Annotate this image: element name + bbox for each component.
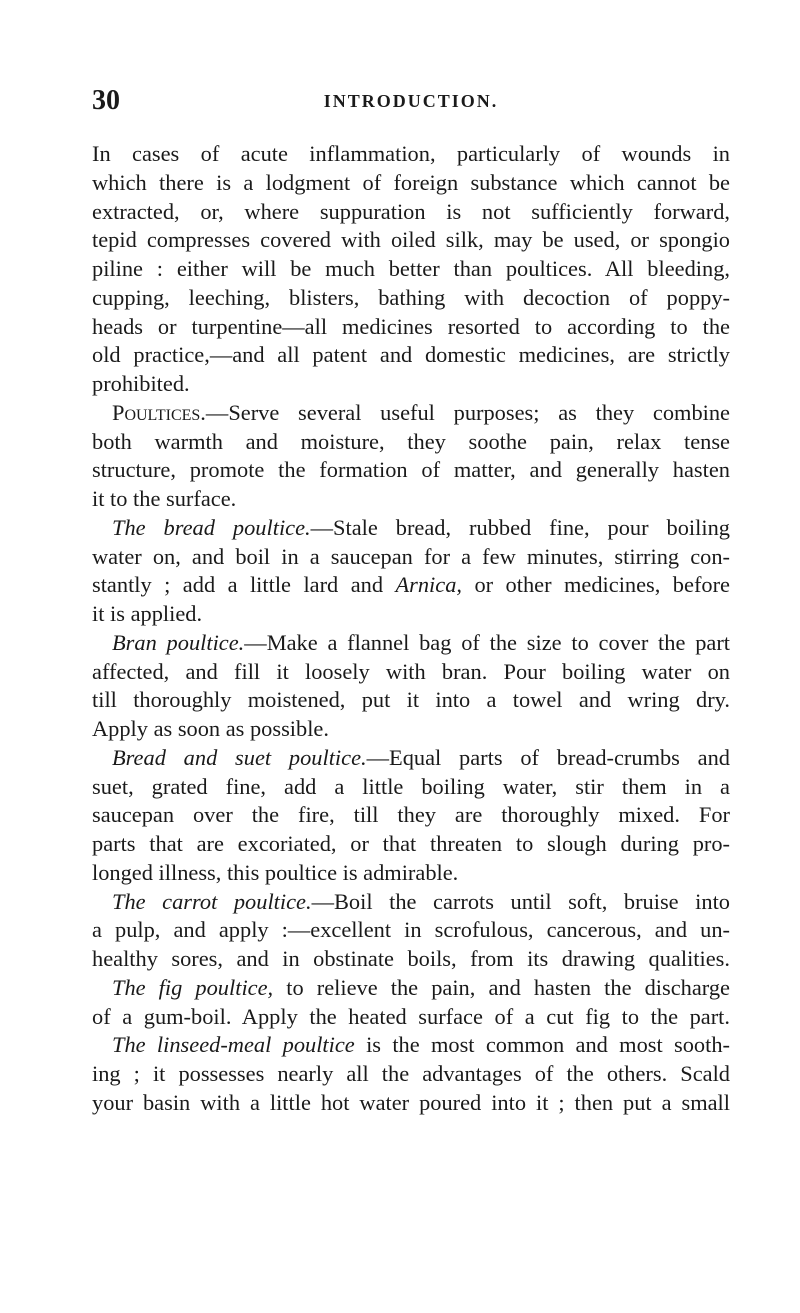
text-run: ing ; it possesses nearly all the advantages of the others. Scald [92, 1061, 730, 1086]
text-line [92, 543, 730, 572]
text-line [92, 1003, 730, 1032]
text-run: longed illness, this poultice is admirable. [92, 859, 459, 885]
text-run: a pulp, and apply :—excellent in scrofulous, cancerous, and un- [92, 917, 730, 943]
text-line [92, 801, 730, 830]
text-run: —Stale bread, rubbed fine, pour boiling [310, 514, 730, 540]
text-run: Arnica, [395, 572, 463, 598]
text-run: water on, and boil in a saucepan for a few minutes, stirring con- [92, 543, 730, 569]
text-line [92, 399, 730, 428]
text-run: —Boil the carrots until soft, bruise into [311, 888, 731, 914]
text-run: of a gum-boil. Apply the heated surface of a cut fig to the part. [92, 1003, 730, 1029]
text-line [92, 370, 730, 399]
text-line [92, 485, 730, 514]
text-run: is the most common and most sooth- [354, 1032, 730, 1058]
text-line [92, 830, 730, 859]
text-run: heads or turpentine—all medicines resorted to according to the [92, 313, 730, 339]
text-run: saucepan over the fire, till they are thoroughly mixed. For [92, 802, 730, 828]
text-run: till thoroughly moistened, put it into a towel and wring dry. [92, 687, 730, 713]
text-run: tepid compresses covered with oiled silk, may be used, or spongio [92, 227, 730, 253]
text-line [92, 888, 730, 917]
running-head: INTRODUCTION. [323, 91, 499, 111]
text-line [92, 715, 730, 744]
text-run: The fig poultice, [112, 974, 274, 1000]
text-line [92, 600, 730, 629]
text-line [92, 571, 730, 600]
text-run: stantly ; add a little lard and [92, 572, 396, 598]
text-line [92, 773, 730, 802]
text-run: cupping, leeching, blisters, bathing with decoction of poppy- [92, 284, 730, 310]
text-line [92, 1060, 730, 1089]
text-line [92, 313, 730, 342]
text-line [92, 284, 730, 313]
text-line [92, 945, 730, 974]
text-run: —Equal parts of bread-crumbs and [366, 744, 731, 770]
text-line [92, 629, 730, 658]
text-line [92, 974, 730, 1003]
text-run: Bread and suet poultice. [112, 744, 367, 770]
text-line [92, 456, 730, 485]
text-line [92, 859, 730, 888]
text-run: Poultices. [112, 399, 206, 425]
text-run: The carrot poultice. [112, 888, 312, 914]
text-line [92, 428, 730, 457]
text-run: piline : either will be much better than poultices. All bleeding, [92, 256, 730, 281]
text-run: —Serve several useful purposes; as they combine [205, 399, 730, 425]
text-run: —Make a flannel bag of the size to cover the part [244, 629, 730, 655]
text-run: healthy sores, and in obstinate boils, from its drawing qualities. [92, 946, 730, 971]
body-text [92, 140, 730, 1118]
text-run: it to the surface. [92, 486, 237, 511]
text-run: your basin with a little hot water poured into it ; then put a small [92, 1089, 730, 1115]
text-line [92, 686, 730, 715]
text-run: parts that are excoriated, or that threaten to slough during pro- [92, 831, 730, 856]
text-run: Apply as soon as possible. [92, 716, 329, 741]
text-run: The bread poultice. [112, 514, 311, 540]
text-line [92, 198, 730, 227]
text-line [92, 916, 730, 945]
text-run: extracted, or, where suppuration is not sufficiently forward, [92, 198, 730, 224]
page-header [92, 86, 730, 116]
text-run: old practice,—and all patent and domestic medicines, are strictly [92, 342, 730, 368]
page-number: 30 [92, 85, 120, 116]
text-run: prohibited. [92, 371, 190, 396]
text-line [92, 658, 730, 687]
text-run: to relieve the pain, and hasten the discharge [273, 974, 730, 1000]
text-run: structure, promote the formation of matter, and generally hasten [92, 457, 730, 483]
text-run: or other medicines, before [462, 572, 730, 598]
text-run: The linseed-meal poultice [112, 1032, 355, 1058]
text-run: Bran poultice. [112, 629, 245, 655]
text-line [92, 514, 730, 543]
text-line [92, 169, 730, 198]
text-line [92, 341, 730, 370]
text-run: which there is a lodgment of foreign substance which cannot be [92, 169, 730, 195]
text-line [92, 226, 730, 255]
text-run: affected, and fill it loosely with bran. Pour boiling water on [92, 658, 730, 684]
text-line [92, 140, 730, 169]
text-line [92, 255, 730, 284]
text-run: suet, grated fine, add a little boiling water, stir them in a [92, 773, 730, 799]
text-run: it is applied. [92, 601, 203, 626]
text-run: In cases of acute inflammation, particularly of wounds in [92, 141, 730, 166]
text-line [92, 1031, 730, 1060]
text-run: both warmth and moisture, they soothe pain, relax tense [92, 428, 730, 454]
text-line [92, 1089, 730, 1118]
text-line [92, 744, 730, 773]
